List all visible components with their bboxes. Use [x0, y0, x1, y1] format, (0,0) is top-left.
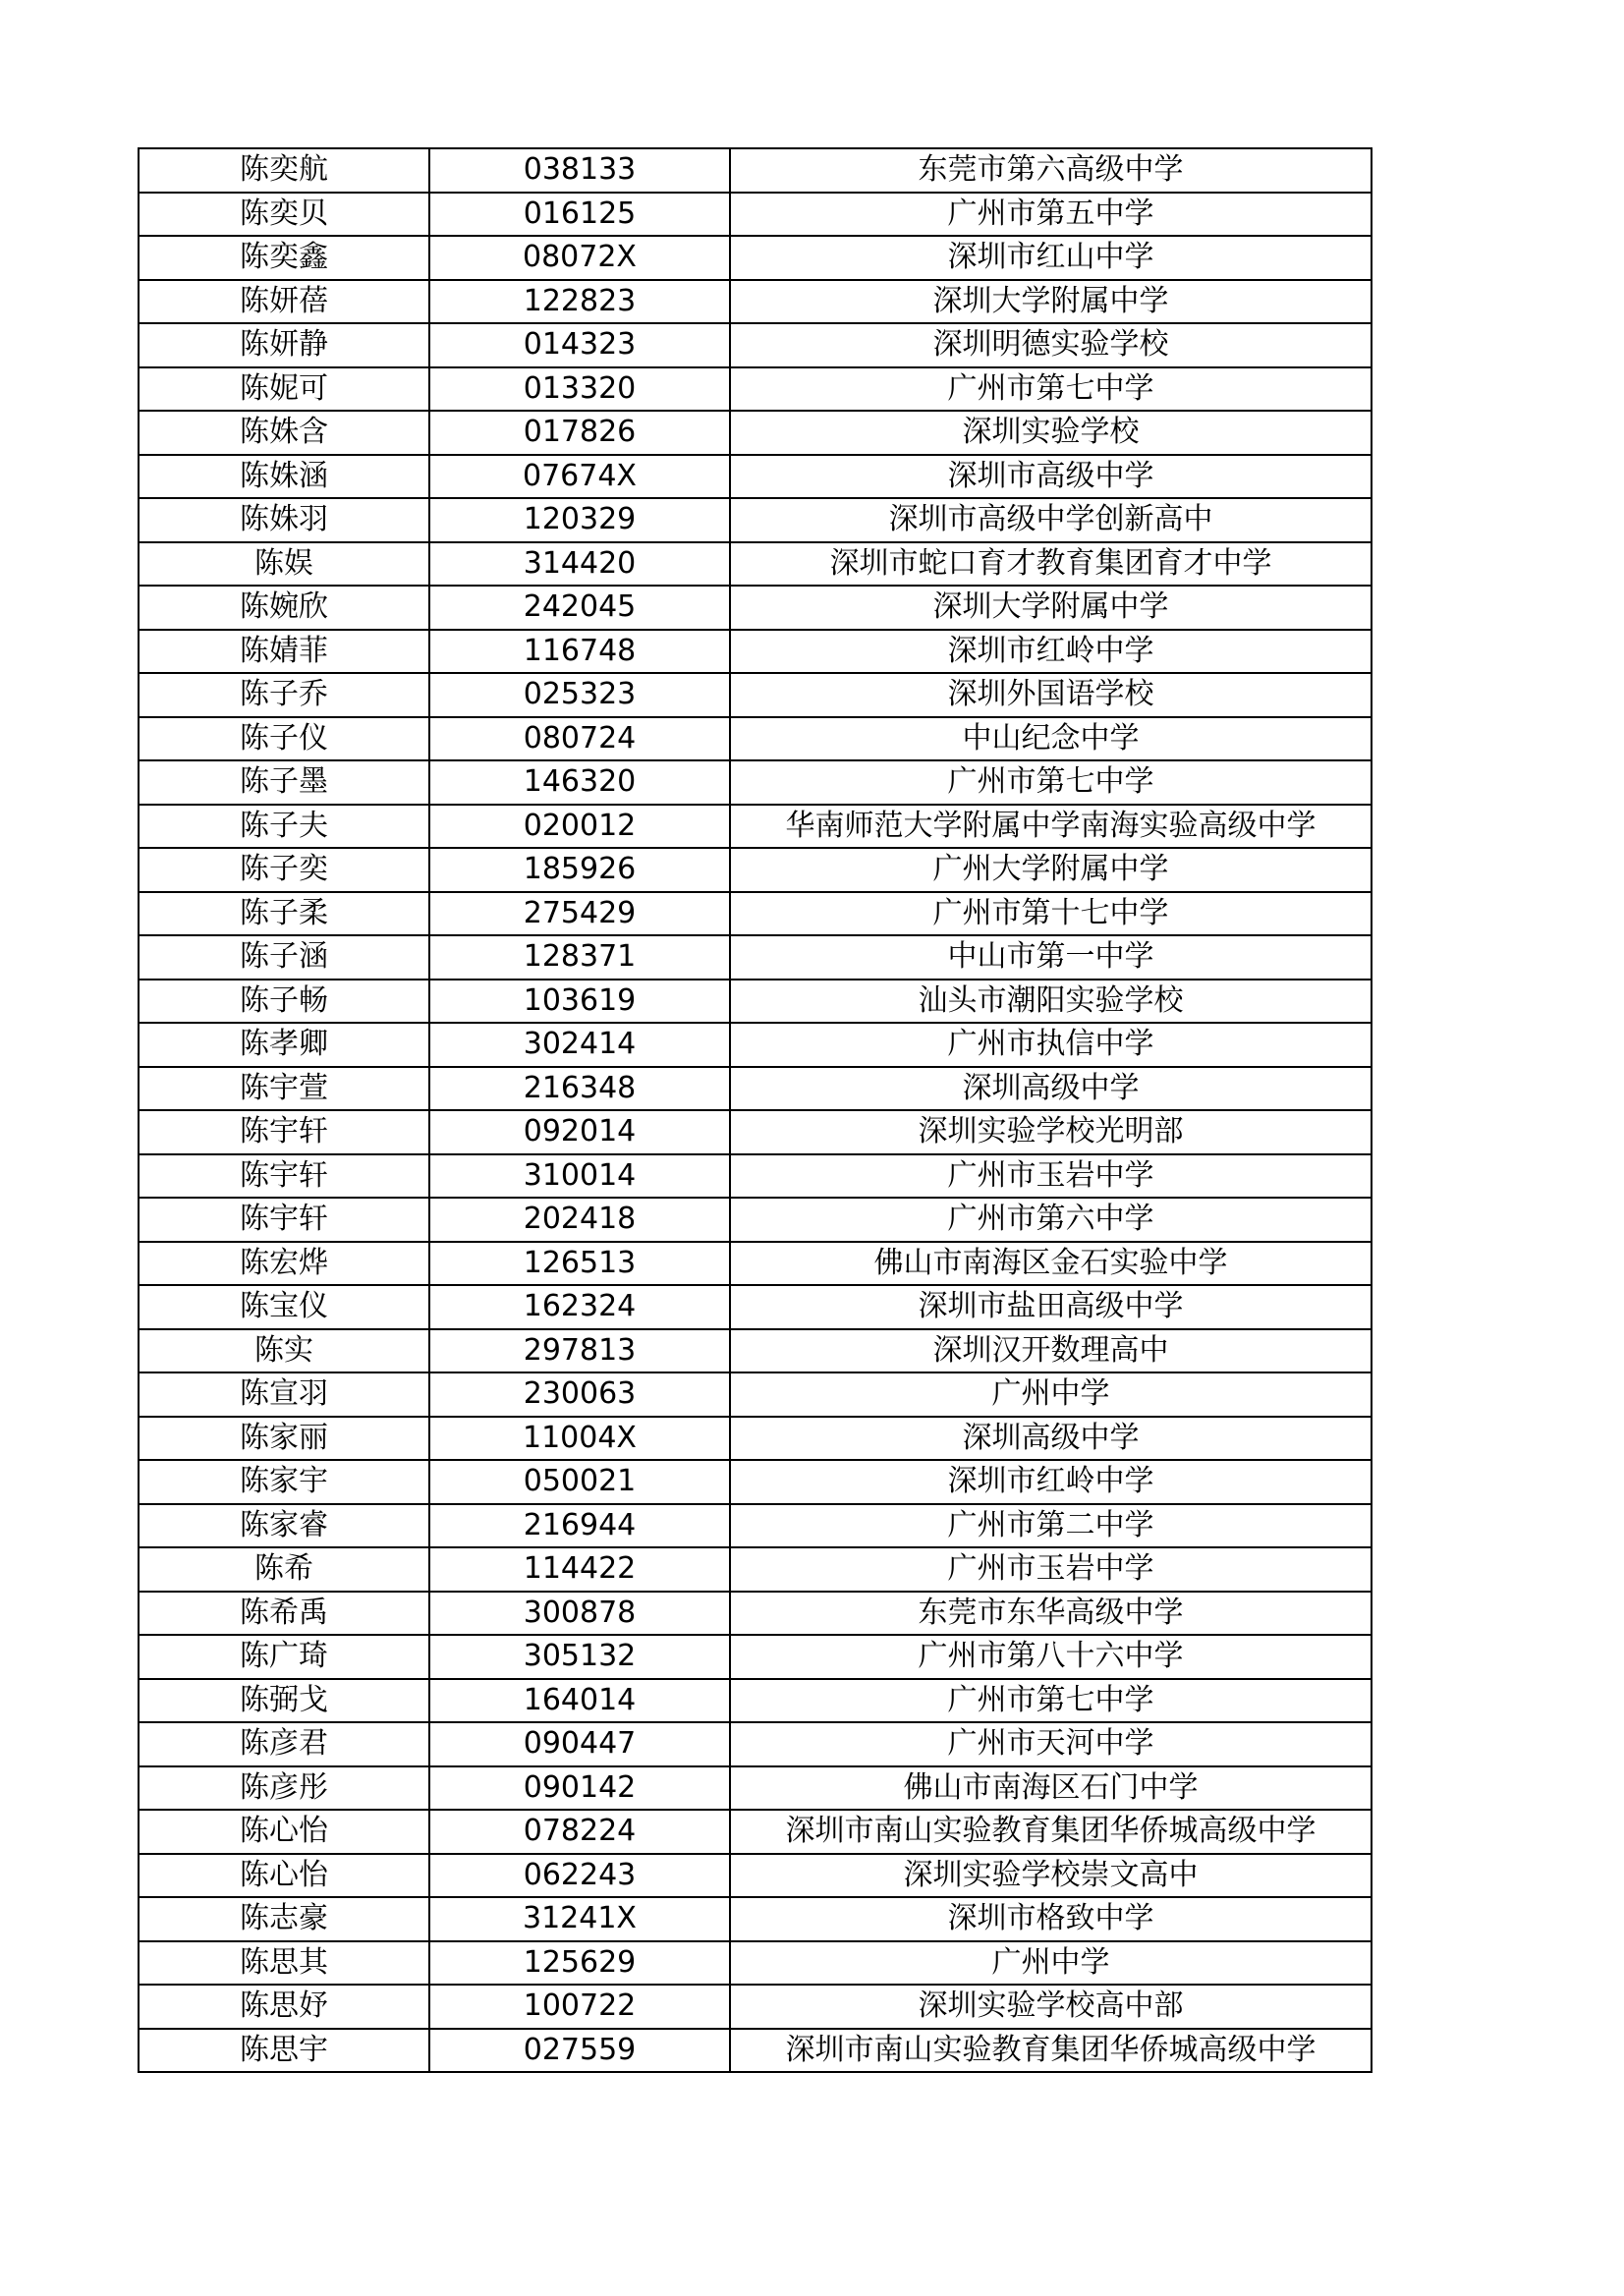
- student-id-cell: 038133: [429, 148, 730, 193]
- student-name-cell: 陈娱: [139, 542, 429, 587]
- table-row: [139, 1897, 1372, 1941]
- student-name-cell: 陈宇轩: [139, 1154, 429, 1199]
- student-id-cell: 162324: [429, 1285, 730, 1329]
- student-id-cell: 078224: [429, 1810, 730, 1854]
- student-id-cell: 230063: [429, 1372, 730, 1417]
- student-name-cell: 陈家丽: [139, 1417, 429, 1461]
- student-id-cell: 314420: [429, 542, 730, 587]
- student-name-cell: 陈姝羽: [139, 498, 429, 542]
- table-row: [139, 1242, 1372, 1286]
- school-name-cell: 深圳汉开数理高中: [730, 1329, 1372, 1373]
- student-name-cell: 陈家睿: [139, 1504, 429, 1548]
- student-id-cell: 185926: [429, 848, 730, 892]
- table-row: [139, 630, 1372, 674]
- table-row: [139, 1679, 1372, 1723]
- school-name-cell: 深圳市蛇口育才教育集团育才中学: [730, 542, 1372, 587]
- student-id-cell: 08072X: [429, 236, 730, 280]
- table-row: [139, 1285, 1372, 1329]
- school-name-cell: 深圳大学附属中学: [730, 586, 1372, 630]
- student-id-cell: 216944: [429, 1504, 730, 1548]
- student-name-cell: 陈奕航: [139, 148, 429, 193]
- student-id-cell: 025323: [429, 673, 730, 717]
- student-id-cell: 017826: [429, 411, 730, 455]
- student-name-cell: 陈实: [139, 1329, 429, 1373]
- table-row: [139, 760, 1372, 805]
- student-id-cell: 050021: [429, 1460, 730, 1504]
- school-name-cell: 深圳市红山中学: [730, 236, 1372, 280]
- table-row: [139, 236, 1372, 280]
- table-row: [139, 1941, 1372, 1986]
- table-row: [139, 1722, 1372, 1766]
- student-name-cell: 陈妮可: [139, 367, 429, 412]
- student-name-cell: 陈子墨: [139, 760, 429, 805]
- school-name-cell: 广州市执信中学: [730, 1023, 1372, 1067]
- table-row: [139, 280, 1372, 324]
- school-name-cell: 广州市玉岩中学: [730, 1547, 1372, 1592]
- table-row: [139, 1023, 1372, 1067]
- school-name-cell: 深圳明德实验学校: [730, 323, 1372, 367]
- school-name-cell: 广州市玉岩中学: [730, 1154, 1372, 1199]
- student-id-cell: 120329: [429, 498, 730, 542]
- table-row: [139, 717, 1372, 761]
- school-name-cell: 东莞市东华高级中学: [730, 1592, 1372, 1636]
- school-name-cell: 广州市第六中学: [730, 1198, 1372, 1242]
- student-id-cell: 090447: [429, 1722, 730, 1766]
- school-name-cell: 深圳市高级中学: [730, 455, 1372, 499]
- student-name-cell: 陈宇轩: [139, 1110, 429, 1154]
- student-name-cell: 陈子柔: [139, 892, 429, 936]
- student-id-cell: 092014: [429, 1110, 730, 1154]
- school-name-cell: 广州市天河中学: [730, 1722, 1372, 1766]
- student-name-cell: 陈婧菲: [139, 630, 429, 674]
- table-row: [139, 193, 1372, 237]
- student-id-cell: 300878: [429, 1592, 730, 1636]
- student-id-cell: 122823: [429, 280, 730, 324]
- table-row: [139, 1372, 1372, 1417]
- table-row: [139, 498, 1372, 542]
- table-row: [139, 848, 1372, 892]
- student-name-cell: 陈家宇: [139, 1460, 429, 1504]
- student-id-cell: 013320: [429, 367, 730, 412]
- school-name-cell: 深圳市红岭中学: [730, 1460, 1372, 1504]
- student-id-cell: 100722: [429, 1985, 730, 2029]
- student-id-cell: 297813: [429, 1329, 730, 1373]
- student-name-cell: 陈弼戈: [139, 1679, 429, 1723]
- student-name-cell: 陈奕贝: [139, 193, 429, 237]
- student-id-cell: 080724: [429, 717, 730, 761]
- school-name-cell: 深圳市南山实验教育集团华侨城高级中学: [730, 2029, 1372, 2073]
- student-name-cell: 陈希禹: [139, 1592, 429, 1636]
- student-id-cell: 275429: [429, 892, 730, 936]
- table-row: [139, 1547, 1372, 1592]
- table-row: [139, 323, 1372, 367]
- student-name-cell: 陈姝含: [139, 411, 429, 455]
- school-name-cell: 深圳市格致中学: [730, 1897, 1372, 1941]
- table-row: [139, 673, 1372, 717]
- student-name-cell: 陈宣羽: [139, 1372, 429, 1417]
- school-name-cell: 佛山市南海区金石实验中学: [730, 1242, 1372, 1286]
- table-row: [139, 542, 1372, 587]
- school-name-cell: 广州市第七中学: [730, 367, 1372, 412]
- student-name-cell: 陈思妤: [139, 1985, 429, 2029]
- table-row: [139, 367, 1372, 412]
- table-row: [139, 148, 1372, 193]
- student-name-cell: 陈姝涵: [139, 455, 429, 499]
- table-row: [139, 1985, 1372, 2029]
- student-name-cell: 陈子涵: [139, 935, 429, 980]
- school-name-cell: 深圳市红岭中学: [730, 630, 1372, 674]
- table-row: [139, 935, 1372, 980]
- student-name-cell: 陈思其: [139, 1941, 429, 1986]
- school-name-cell: 广州市第十七中学: [730, 892, 1372, 936]
- table-row: [139, 1854, 1372, 1898]
- student-id-cell: 310014: [429, 1154, 730, 1199]
- school-name-cell: 深圳大学附属中学: [730, 280, 1372, 324]
- student-name-cell: 陈彦彤: [139, 1766, 429, 1811]
- table-row: [139, 892, 1372, 936]
- roster-sheet: [138, 147, 1371, 2073]
- school-name-cell: 广州市第七中学: [730, 1679, 1372, 1723]
- student-name-cell: 陈子畅: [139, 980, 429, 1024]
- school-name-cell: 深圳外国语学校: [730, 673, 1372, 717]
- student-name-cell: 陈妍蓓: [139, 280, 429, 324]
- student-name-cell: 陈子奕: [139, 848, 429, 892]
- student-name-cell: 陈孝卿: [139, 1023, 429, 1067]
- student-id-cell: 126513: [429, 1242, 730, 1286]
- student-id-cell: 114422: [429, 1547, 730, 1592]
- school-name-cell: 深圳实验学校光明部: [730, 1110, 1372, 1154]
- student-id-cell: 103619: [429, 980, 730, 1024]
- student-id-cell: 125629: [429, 1941, 730, 1986]
- student-name-cell: 陈子乔: [139, 673, 429, 717]
- school-name-cell: 中山纪念中学: [730, 717, 1372, 761]
- school-name-cell: 广州市第二中学: [730, 1504, 1372, 1548]
- student-id-cell: 11004X: [429, 1417, 730, 1461]
- school-name-cell: 深圳实验学校崇文高中: [730, 1854, 1372, 1898]
- student-name-cell: 陈婉欣: [139, 586, 429, 630]
- student-name-cell: 陈奕鑫: [139, 236, 429, 280]
- school-name-cell: 广州市第五中学: [730, 193, 1372, 237]
- school-name-cell: 深圳高级中学: [730, 1417, 1372, 1461]
- table-row: [139, 1329, 1372, 1373]
- table-row: [139, 1067, 1372, 1111]
- table-row: [139, 1417, 1372, 1461]
- student-name-cell: 陈思宇: [139, 2029, 429, 2073]
- school-name-cell: 深圳实验学校高中部: [730, 1985, 1372, 2029]
- roster-table: [138, 147, 1372, 2073]
- table-row: [139, 455, 1372, 499]
- student-name-cell: 陈心怡: [139, 1810, 429, 1854]
- table-row: [139, 805, 1372, 849]
- student-name-cell: 陈宝仪: [139, 1285, 429, 1329]
- student-name-cell: 陈子夫: [139, 805, 429, 849]
- school-name-cell: 广州市第七中学: [730, 760, 1372, 805]
- table-row: [139, 1154, 1372, 1199]
- school-name-cell: 深圳实验学校: [730, 411, 1372, 455]
- table-row: [139, 1198, 1372, 1242]
- student-id-cell: 216348: [429, 1067, 730, 1111]
- student-id-cell: 128371: [429, 935, 730, 980]
- student-name-cell: 陈宇萱: [139, 1067, 429, 1111]
- student-name-cell: 陈志豪: [139, 1897, 429, 1941]
- table-row: [139, 1504, 1372, 1548]
- student-id-cell: 016125: [429, 193, 730, 237]
- student-id-cell: 027559: [429, 2029, 730, 2073]
- school-name-cell: 深圳市盐田高级中学: [730, 1285, 1372, 1329]
- student-name-cell: 陈宏烨: [139, 1242, 429, 1286]
- school-name-cell: 佛山市南海区石门中学: [730, 1766, 1372, 1811]
- table-row: [139, 411, 1372, 455]
- table-row: [139, 1110, 1372, 1154]
- table-row: [139, 1460, 1372, 1504]
- table-row: [139, 980, 1372, 1024]
- student-id-cell: 164014: [429, 1679, 730, 1723]
- table-row: [139, 1766, 1372, 1811]
- student-id-cell: 302414: [429, 1023, 730, 1067]
- student-id-cell: 202418: [429, 1198, 730, 1242]
- student-name-cell: 陈心怡: [139, 1854, 429, 1898]
- student-name-cell: 陈宇轩: [139, 1198, 429, 1242]
- student-name-cell: 陈子仪: [139, 717, 429, 761]
- school-name-cell: 深圳高级中学: [730, 1067, 1372, 1111]
- student-id-cell: 242045: [429, 586, 730, 630]
- student-name-cell: 陈妍静: [139, 323, 429, 367]
- school-name-cell: 广州中学: [730, 1941, 1372, 1986]
- table-row: [139, 1592, 1372, 1636]
- table-row: [139, 2029, 1372, 2073]
- school-name-cell: 华南师范大学附属中学南海实验高级中学: [730, 805, 1372, 849]
- student-id-cell: 07674X: [429, 455, 730, 499]
- student-id-cell: 116748: [429, 630, 730, 674]
- table-row: [139, 586, 1372, 630]
- student-id-cell: 146320: [429, 760, 730, 805]
- school-name-cell: 广州市第八十六中学: [730, 1635, 1372, 1679]
- student-name-cell: 陈希: [139, 1547, 429, 1592]
- school-name-cell: 汕头市潮阳实验学校: [730, 980, 1372, 1024]
- student-id-cell: 020012: [429, 805, 730, 849]
- table-row: [139, 1810, 1372, 1854]
- table-row: [139, 1635, 1372, 1679]
- school-name-cell: 深圳市南山实验教育集团华侨城高级中学: [730, 1810, 1372, 1854]
- student-id-cell: 090142: [429, 1766, 730, 1811]
- student-id-cell: 31241X: [429, 1897, 730, 1941]
- student-id-cell: 062243: [429, 1854, 730, 1898]
- school-name-cell: 广州大学附属中学: [730, 848, 1372, 892]
- roster-table-body: [139, 148, 1372, 2072]
- student-name-cell: 陈广琦: [139, 1635, 429, 1679]
- school-name-cell: 东莞市第六高级中学: [730, 148, 1372, 193]
- school-name-cell: 广州中学: [730, 1372, 1372, 1417]
- student-id-cell: 014323: [429, 323, 730, 367]
- student-id-cell: 305132: [429, 1635, 730, 1679]
- school-name-cell: 深圳市高级中学创新高中: [730, 498, 1372, 542]
- student-name-cell: 陈彦君: [139, 1722, 429, 1766]
- school-name-cell: 中山市第一中学: [730, 935, 1372, 980]
